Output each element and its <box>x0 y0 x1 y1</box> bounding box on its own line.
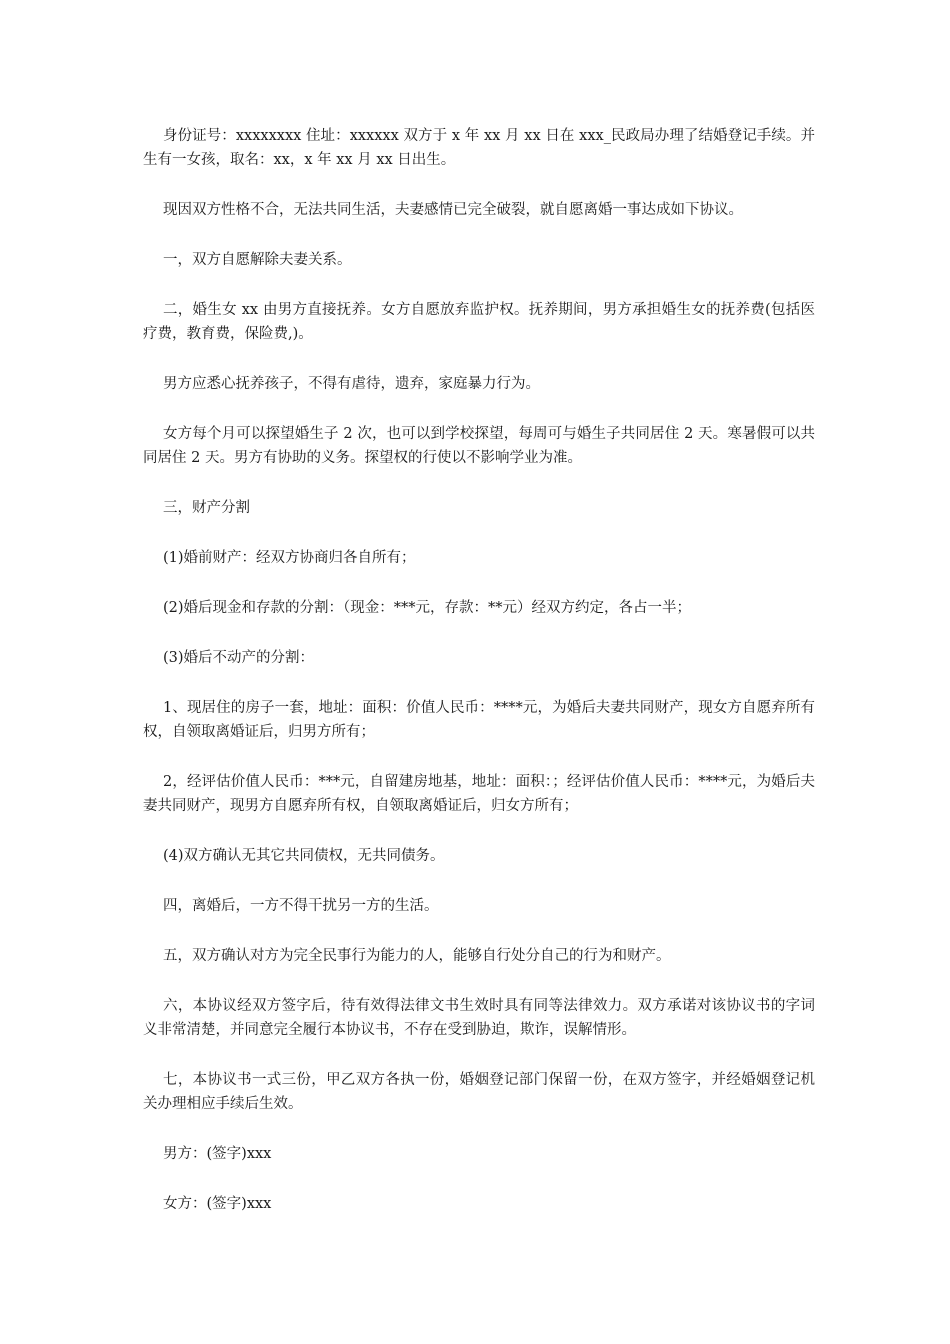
clause-1: 一，双方自愿解除夫妻关系。 <box>163 252 352 268</box>
item-house: 1、现居住的房子一套，地址：面积：价值人民币：****元，为婚后夫妻共同财产，现女方自愿弃所有权，自领取离婚证后，归男方所有； <box>143 700 815 740</box>
signature-female: 女方：(签字)xxx <box>163 1196 272 1212</box>
clause-5: 五，双方确认对方为完全民事行为能力的人，能够自行处分自己的行为和财产。 <box>163 948 671 964</box>
clause-4: 四，离婚后，一方不得干扰另一方的生活。 <box>163 898 439 914</box>
paragraph-custody-duty: 男方应悉心抚养孩子，不得有虐待，遗弃，家庭暴力行为。 <box>163 376 540 392</box>
paragraph-visitation: 女方每个月可以探望婚生子 2 次，也可以到学校探望，每周可与婚生子共同居住 2 天。寒暑假可以共同居住 2 天。男方有协助的义务。探望权的行使以不影响学业为准。 <box>143 426 815 466</box>
clause-7: 七，本协议书一式三份，甲乙双方各执一份，婚姻登记部门保留一份，在双方签字，并经婚姻登记机关办理相应手续后生效。 <box>143 1072 815 1112</box>
paragraph-identity: 身份证号：xxxxxxxx 住址：xxxxxx 双方于 x 年 xx 月 xx 日在 xxx_民政局办理了结婚登记手续。并生有一女孩，取名：xx，x 年 xx 月 xx 日出生。 <box>143 128 815 168</box>
clause-2: 二，婚生女 xx 由男方直接抚养。女方自愿放弃监护权。抚养期间，男方承担婚生女的抚养费(包括医疗费，教育费，保险费,)。 <box>143 302 815 342</box>
item-cash-deposits: (2)婚后现金和存款的分割：（现金：***元，存款：**元）经双方约定，各占一半； <box>163 600 692 616</box>
paragraph-reason: 现因双方性格不合，无法共同生活，夫妻感情已完全破裂，就自愿离婚一事达成如下协议。 <box>163 202 743 218</box>
item-real-estate-heading: (3)婚后不动产的分割： <box>163 650 315 666</box>
item-premarital-property: (1)婚前财产：经双方协商归各自所有； <box>163 550 416 566</box>
item-land: 2，经评估价值人民币：***元，自留建房地基，地址：面积：；经评估价值人民币：****元，为婚后夫妻共同财产，现男方自愿弃所有权，自领取离婚证后，归女方所有； <box>143 774 815 814</box>
item-debts: (4)双方确认无其它共同债权，无共同债务。 <box>163 848 445 864</box>
clause-3-heading: 三，财产分割 <box>163 500 250 516</box>
document-body <box>143 124 815 1242</box>
clause-6: 六，本协议经双方签字后，待有效得法律文书生效时具有同等法律效力。双方承诺对该协议书的字词义非常清楚，并同意完全履行本协议书，不存在受到胁迫，欺诈，误解情形。 <box>143 998 815 1038</box>
signature-male: 男方：(签字)xxx <box>163 1146 272 1162</box>
